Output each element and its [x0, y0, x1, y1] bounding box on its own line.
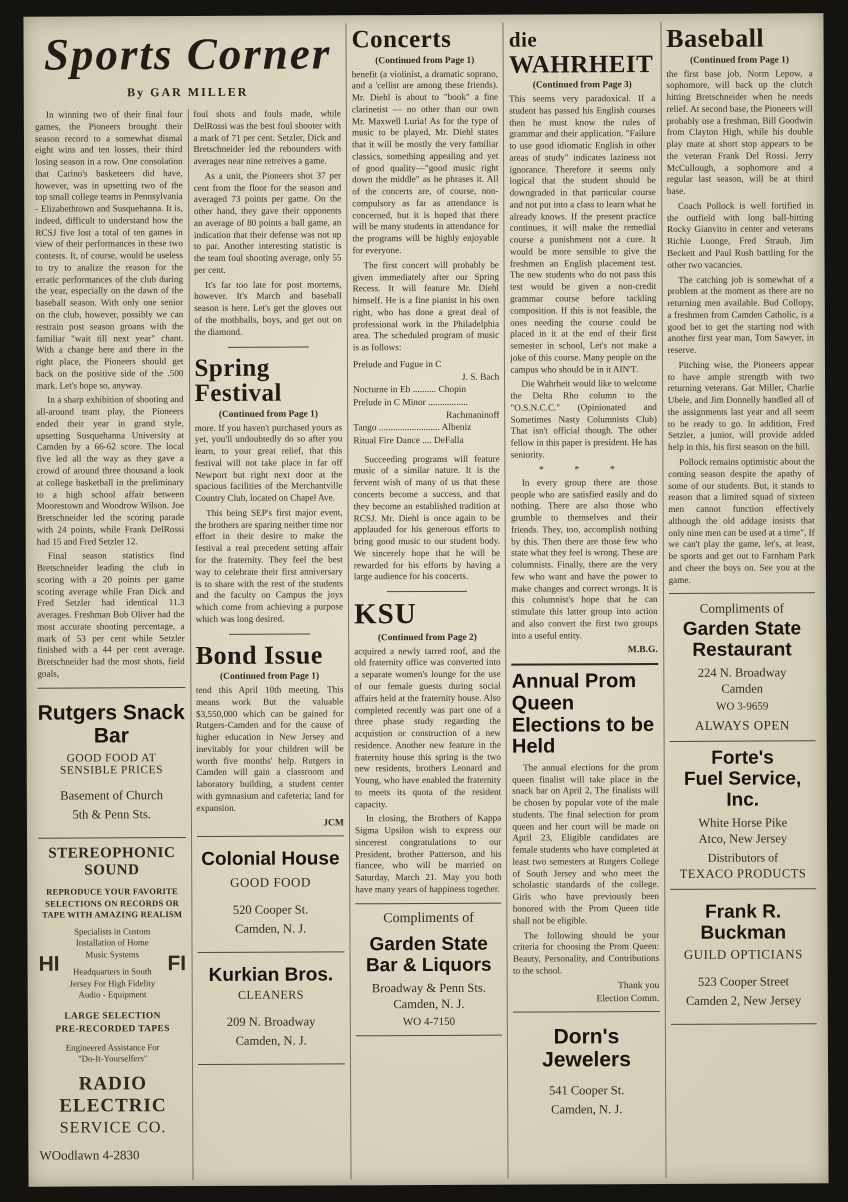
divider [228, 346, 309, 347]
ad-title: SERVICE CO. [59, 1118, 167, 1137]
section-separator: * * * [538, 463, 629, 476]
article-paragraph: Succeeding programs will feature music of a similar nature. It is the fervent wish of many of us that these concerts become a success, and that they become an established tradition at RCSJ. Mr. Diehl is once again to be applauded for his generous efforts to bring good music to our student body. We sincerely hope that he will be rewarded for his efforts by having a large audience for his concerts. [353, 453, 501, 582]
ad-text: Distributors of [707, 850, 779, 865]
masthead [29, 23, 345, 100]
continued-note: (Continued from Page 1) [220, 671, 320, 682]
ad-title: Forte's [711, 747, 774, 769]
article-paragraph: It's far too late for post mortems, however. It's March and baseball season is here. Let's get the gloves out of the mothballs, boys, and get out on the diamond. [194, 279, 342, 337]
headline-part: WAHRHEIT [508, 50, 654, 79]
ad-address: Broadway & Penn Sts. [371, 980, 486, 995]
program-line: Prelude in C Minor ................. [353, 397, 469, 409]
article-paragraph: The following should be your criteria for choosing the Prom Queen: Beauty, Personality, and Contributions to the school. [512, 929, 660, 976]
ad-address: White Horse Pike [698, 815, 788, 830]
article-paragraph: In winning two of their final four games, the Pioneers brought their season record to a somewhat dismal eight wins and ten losses, their third losing season in a row. One consolation that Carino's basketeers did have, however, was in upsetting two of the top small college teams in Pennsylvania - Elizabethtown and Susquehanna. It is, indeed, difficult to understand how the RCSJ five lost a total of ten games in view of their performances in these two contests. It, of course, would be useless to try to analize the reason for the erratic performances of the club during the year, especially on the dawn of the baseball season. With only one senior on the club, however, possibly we can restrain post season groans with the familiar "wait till next year" chant. With a change here and there in the right place, the Pioneers should get back on the positive side of the .500 mark. Let's hope so, anyway. [34, 109, 184, 391]
divider [671, 1023, 817, 1025]
ad-text: LARGE SELECTION [64, 1011, 161, 1023]
article-paragraph: the first base job. Norm Lepow, a sophomore, will back up the clutch hitting Bretschneider when he needs relief. At second base, the Pioneers will probably use a freshman, Bill Goodwin from Clayton High, while his double play mate at short stop appears to be the veteran Frank Del Rossi. Jerry McCullough, a sophomore and a regular last season, will be at third base. [666, 67, 814, 197]
ad-title: Garden State [682, 618, 802, 641]
ad-title: Fuel Service, Inc. [683, 768, 802, 811]
column-3 [346, 23, 507, 1180]
program-line: Rachmaninoff [446, 410, 500, 421]
ad-title: Bar & Liquors [365, 954, 492, 976]
ad-address: Camden, N. J. [235, 1033, 307, 1049]
article-signature: Election Comm. [596, 992, 660, 1004]
byline: By GAR MILLER [127, 84, 249, 100]
ad-address: Camden, N. J. [235, 921, 307, 937]
divider [512, 663, 658, 666]
divider [513, 1011, 659, 1013]
ad-tagline: SENSIBLE PRICES [59, 764, 164, 777]
ad-colonial-house [197, 843, 345, 946]
bond-issue-headline: Bond Issue [195, 640, 323, 670]
program-line: Tango .......................... Albeniz [353, 423, 472, 434]
program-line: Prelude and Fugue in C [352, 359, 442, 371]
ad-text: "Do-It-Yourselfers" [78, 1053, 148, 1064]
baseball-headline: Baseball [666, 23, 765, 53]
ad-title: Garden State [369, 933, 488, 956]
article-paragraph: In a sharp exhibition of shooting and all-around team play, the Pioneers ended their year in grand style, upsetting Susquehanna University at Camden by a 66-62 score. The local five led all the way as they gave a crowd of around three thousand a look at college basketball in the preliminary to a high school affair between Moorestown and Woodrow Wilson. Joe Bretschneider led the scoring parade with 24 points, while Frank DelRossi had 15 and Fred Setzler 12. [36, 394, 185, 547]
ad-phone: WOodlawn 4-2830 [39, 1146, 140, 1163]
ad-text: Specialists in Custom [74, 926, 151, 937]
headline-part: die [508, 27, 538, 52]
column-4 [504, 22, 665, 1179]
ad-radio-electric [38, 845, 187, 1163]
ad-garden-state-bar [355, 910, 502, 1027]
hi-label: HI [38, 952, 60, 976]
ad-garden-state-restaurant [669, 601, 816, 734]
ad-text: Jersey For High Fidelity [69, 977, 156, 989]
ad-tagline: GUILD OPTICIANS [683, 946, 803, 962]
article-paragraph: As a unit, the Pioneers shot 37 per cent from the floor for the season and averaged 73 points per game. On the other hand, they gave their opponents an average of 80 points a ball game, an indication that their defense was not up to par. Another interesting statistic is the team foul shooting average, only 55 per cent. [193, 170, 342, 275]
article-paragraph: Pitching wise, the Pioneers appear to have ample strength with two returning veterans. Gar Miller, Charlie Ubele, and Jim Donnelly handled all of the assignments last year and all seem to be ready to go. In addition, Fred Setzler, a junior, will provide added help in this, his first season on the hill. [667, 359, 815, 453]
divider [387, 591, 467, 592]
divider [355, 902, 501, 904]
sports-corner-section [29, 23, 350, 1180]
program-line: Nocturne in Eb .......... Chopin [353, 385, 467, 396]
ad-frank-buckman [670, 896, 817, 1016]
divider [197, 952, 345, 954]
ad-compliments: Compliments of [699, 600, 784, 617]
die-wahrheit-headline [509, 26, 656, 78]
column-1 [30, 109, 192, 1181]
ad-text: Audio - Equipment [78, 989, 147, 1000]
article-paragraph: Die Wahrheit would like to welcome the Delta Rho column to the "O.S.N.C.C." (Opinionated and Sometimes Nasty Columnists Club) That isn't official though. The other fellow in this paper is president. He has seniority. [510, 378, 657, 460]
ad-title: Colonial House [201, 847, 340, 870]
divider [229, 633, 310, 634]
ad-tagline: GOOD FOOD AT [66, 752, 157, 765]
ad-address: 523 Cooper Street [697, 974, 789, 989]
ad-tagline: ALWAYS OPEN [694, 717, 790, 734]
article-paragraph: Pollock remains optimistic about the coming season despite the apathy of some of our students. But, it stands to reason that a limited squad of sixteen men cannot function effectively although the old addage insists that only nine men can be used at a time", If we can't play the game, let's, at least, be sports and get out to Farnham Park and cheer the boys on. See you at the game. [668, 456, 815, 585]
ad-phone: WO 4-7150 [402, 1015, 456, 1028]
ad-phone: WO 3-9659 [716, 700, 769, 713]
ad-title: Kurkian Bros. [208, 964, 334, 987]
ad-address: Camden 2, New Jersey [685, 993, 802, 1008]
divider [670, 888, 816, 890]
article-paragraph: Coach Pollock is well fortified in the outfield with long ball-hitting Rocky Gianvito in center and veterans Richie Luonge, Fred Straub, Jim Beckett and Paul Rush battling for the other two vacancies. [666, 200, 814, 270]
continued-note: (Continued from Page 1) [375, 55, 475, 66]
article-paragraph: benefit (a violinist, a dramatic soprano, and a 'cellist are among these friends). Mr. Diehl is about to "book" a fine clarinetist — no other than our own Mr. Maxwell Luria! As for the type of music to be played, Mr. Diehl states that it will be mostly the very familiar classics, something appealing and yet of good quality—"good music right down the middle" as he phrases it. All of the concerts are, of course, non-compulsory as far as attendance is concerned, but it is hoped that there will be many students in attendance for the programs will be highly enjoyable for everyone. [351, 68, 499, 256]
ad-title: SOUND [84, 862, 140, 879]
article-signature: M.B.G. [627, 644, 658, 656]
ad-title: STEREOPHONIC [48, 845, 176, 862]
ad-title: Restaurant [692, 639, 792, 662]
program-line: J. S. Bach [461, 372, 500, 383]
ad-tagline: TAPE WITH AMAZING REALISM [42, 908, 183, 920]
continued-note: (Continued from Page 2) [377, 632, 477, 643]
ad-address: 5th & Penn Sts. [72, 807, 151, 822]
article-paragraph: In closing, the Brothers of Kappa Sigma Upsilon wish to express our sincerest congratulations to our President, brother Patterson, and his fiancee, who will be married on Saturday, March 21. May you both have many years of happiness together. [354, 813, 502, 895]
ad-compliments: Compliments of [383, 910, 474, 926]
article-paragraph: The first concert will probably be given immediately after our Spring Recess. It will feature Mr. Diehl himself. He is a fine pianist in his own right, who has done a great deal of professional work in the Philadelphia area. The scheduled program of music is as follows: [352, 259, 500, 353]
continued-note: (Continued from Page 3) [532, 80, 632, 91]
article-paragraph: The catching job is somewhat of a problem at the moment as there are no returning men available. Bud Collopy, a freshmen from Camden Catholic, is a good bet to get the starting nod with another first year man, Tom Sawyer, in reserve. [667, 273, 814, 356]
article-paragraph: foul shots and fouls made, while DelRossi was the best foul shooter with a mark of 71 per cent. Setzler, Dick and Bretschneider led the rebounders with averages near nine retreives a game. [193, 108, 342, 167]
ad-address: 520 Cooper St. [232, 902, 309, 918]
ad-title: RADIO ELECTRIC [59, 1072, 167, 1117]
article-paragraph: acquired a newly tarred roof, and the old fraternity office was converted into a separate women's lounge for the use of our female guests during social affairs held at the fraternity house. Also completed recently was part one of a three phase study regarding the acquistion or construction of a new residence. Another new feature in the fraternity house this spring is the two new residents, brothers Leonard and Young, who have enabled the fraternity to meets its quota of the resident capacity. [354, 645, 502, 809]
article-paragraph: The annual elections for the prom queen finalist will take place in the snack bar on April 2, The finalists will be chosen by popular vote of the male students. The final selection for prom queen and her court will be made on April 23, Eligible candidates are female students who have completed at least two semesters at Rutgers College of South Jersey and who meet the scholastic standards of the college. Girls who have previously been honored with the Prom Queen title shall not be eligible. [512, 761, 660, 926]
continued-note: (Continued from Page 1) [689, 54, 790, 66]
article-thanks: Thank you [618, 979, 660, 991]
ad-text: TEXACO PRODUCTS [679, 866, 807, 881]
ad-address: Camden, N. J. [393, 996, 465, 1011]
ad-kurkian-bros [197, 960, 345, 1058]
page-title: Sports Corner [43, 28, 332, 80]
ad-tagline: GOOD FOOD [230, 874, 311, 891]
divider [356, 1034, 502, 1036]
ad-address: Atco, New Jersey [698, 831, 788, 846]
divider [197, 835, 345, 837]
divider [38, 837, 186, 839]
ad-fortes-fuel [669, 749, 816, 882]
program-line: Ritual Fire Dance .... DeFalla [353, 435, 464, 447]
ad-address: Basement of Church [60, 788, 164, 803]
column-5 [661, 21, 822, 1178]
concert-program [353, 359, 500, 448]
ad-title: Dorn's Jewelers [542, 1024, 631, 1072]
article-paragraph: Final season statistics find Bretschneider leading the club in scoring with a 20 points per game scoring average while Fran Dick and Fred Setzler had identical 11.3 averages. Freshman Bob Oliver had the most accurate shooting percentage, a mark of 53 per cent while Setzler finished with a 44 per cent average. Bretschneider had the most shots, field goals, [36, 550, 185, 679]
column-2 [188, 108, 350, 1180]
fi-label: FI [167, 952, 187, 976]
ad-rutgers-snack-bar [37, 695, 185, 831]
ad-title: Frank R. Buckman [700, 901, 787, 944]
article-signature: JCM [323, 816, 344, 828]
ad-tagline: REPRODUCE YOUR FAVORITE [46, 886, 178, 898]
ad-tagline: SELECTIONS ON RECORDS OR [45, 897, 180, 909]
ad-text: Installation of Home [75, 937, 149, 948]
prom-headline: Annual Prom Queen Elections to be Held [511, 670, 655, 758]
article-paragraph: tend this April 10th meeting. This means work But the valuable $3,550,000 which can be gained for Rutgers-Camden and for the cause of higher education in New Jersey and inevitably for your children will be worth five months' help. Rutgers in Camden will gain a classroom and laboratory building, a student center with gymnasium and cafeteria; land for expansion. [195, 684, 344, 813]
ad-address: Camden, N. J. [551, 1101, 623, 1117]
divider [669, 593, 815, 595]
ad-dorns-jewelers [513, 1019, 660, 1126]
concerts-headline: Concerts [351, 25, 452, 54]
ad-title: Rutgers Snack Bar [37, 700, 185, 748]
ad-address: 224 N. Broadway [697, 665, 787, 681]
ad-text: Headquarters in South [73, 966, 152, 977]
ksu-headline: KSU [353, 598, 417, 631]
article-paragraph: This being SEP's first major event, the brothers are sparing neither time nor effort in their desire to make the festival a real precedent setting affair for the fraternity. They feel the best way to celebrate their first anniversary is to share with the rest of the students and the faculty on Campus the joys which come from achieving a purpose which was long desired. [195, 507, 344, 624]
continued-note: (Continued from Page 1) [218, 409, 318, 420]
ad-tagline: CLEANERS [237, 987, 305, 1003]
divider [669, 741, 815, 743]
ad-address: Camden [721, 681, 764, 696]
article-paragraph: In every group there are those people who are satisfied easily and do nothing. There are also those who grumble to themselves and their friends. They, too, accomplish nothing by this. Then there are those few who state what they feel is wrong. These are columnists. Finally, there are the very few who want and have the power to make changes and correct wrongs. It is this columnist's hope that he can stimulate this latter group into action and also convert the first two groups into a useful entity. [510, 476, 658, 641]
spring-festival-headline: Spring Festival [194, 354, 282, 408]
newspaper-page [23, 13, 828, 1186]
divider [37, 687, 185, 689]
divider [198, 1064, 346, 1066]
article-paragraph: more. If you haven't purchased yours as yet, you'll undoubtedly do so after you learn, to your great relief, that this festival will not take place in far off Newport but right next door at the spacious facilities of the Merchantville Country Club, located on Chapel Ave. [194, 421, 343, 504]
ad-address: 209 N. Broadway [226, 1014, 316, 1030]
article-paragraph: This seems very paradoxical. If a student has passed his English courses then he must know the rules of grammar and their application. "Failure to use good idiomatic English in other areas of study" indicates laziness not ignorance. Therefore it seems only logical that the student should be downgraded in that particular course and not put into a class to learn what he already knows. If the present practice continues, it will make the remedial course a punishment not a cure. It would be more sensible to give the freshmen an English placement test. The new students who do not pass this test would be given a non-credit grammar course before tackling composition. If this is not feasible, the ones needing the course could be placed in it at the end of their first semester in school, Let's not make a joke of this course. Many people on the campus who should be in it AIN'T. [509, 92, 657, 375]
ad-address: 541 Cooper St. [548, 1082, 625, 1098]
ad-text: PRE-RECORDED TAPES [55, 1024, 170, 1035]
ad-text: Engineered Assistance For [65, 1042, 160, 1053]
ad-text: Music Systems [85, 949, 140, 960]
